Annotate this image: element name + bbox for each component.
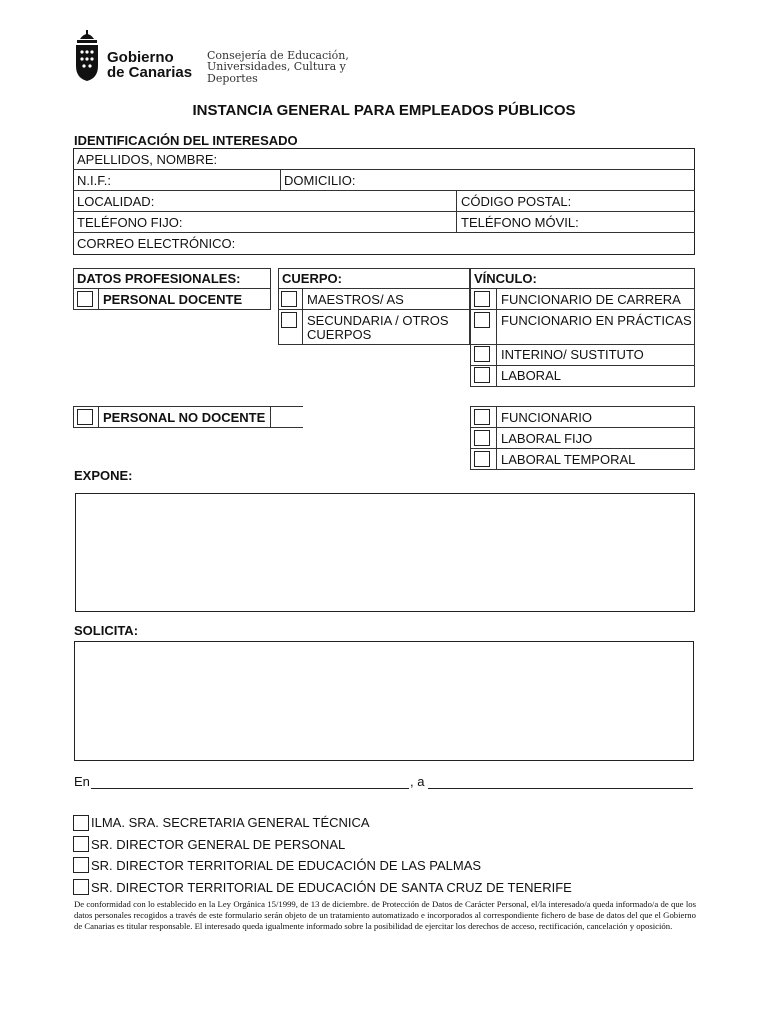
funcionario-practicas-label: FUNCIONARIO EN PRÁCTICAS: [501, 313, 692, 328]
vinculo-label: VÍNCULO:: [474, 271, 537, 286]
fecha-a-label: , a: [410, 774, 425, 789]
interino-label: INTERINO/ SUSTITUTO: [501, 347, 644, 362]
funcionario-carrera-label: FUNCIONARIO DE CARRERA: [501, 292, 681, 307]
laboral-temporal-label: LABORAL TEMPORAL: [501, 452, 636, 467]
destinatario-checkbox-1[interactable]: [73, 815, 89, 831]
destinatario-label-4: SR. DIRECTOR TERRITORIAL DE EDUCACIÓN DE SANTA CRUZ DE TENERIFE: [91, 880, 572, 895]
domicilio-field[interactable]: DOMICILIO:: [284, 173, 356, 188]
solicita-textarea[interactable]: [74, 641, 694, 761]
dept-name-line2: Universidades, Cultura y Deportes: [207, 60, 346, 85]
expone-label: EXPONE:: [74, 468, 133, 483]
telefono-fijo-field[interactable]: TELÉFONO FIJO:: [77, 215, 183, 230]
canarias-coat-of-arms-logo: [74, 30, 100, 82]
funcionario-label: FUNCIONARIO: [501, 410, 592, 425]
fecha-input-line[interactable]: [428, 788, 693, 789]
page-title: INSTANCIA GENERAL PARA EMPLEADOS PÚBLICOS: [192, 102, 576, 119]
destinatario-label-3: SR. DIRECTOR TERRITORIAL DE EDUCACIÓN DE LAS PALMAS: [91, 858, 482, 873]
personal-docente-label: PERSONAL DOCENTE: [103, 292, 243, 307]
maestros-checkbox[interactable]: [281, 291, 297, 307]
funcionario-practicas-checkbox[interactable]: [474, 312, 490, 328]
apellidos-field[interactable]: APELLIDOS, NOMBRE:: [77, 152, 218, 167]
destinatario-label-2: SR. DIRECTOR GENERAL DE PERSONAL: [91, 837, 346, 852]
interino-checkbox[interactable]: [474, 346, 490, 362]
correo-field[interactable]: CORREO ELECTRÓNICO:: [77, 236, 236, 251]
laboral-checkbox[interactable]: [474, 367, 490, 383]
laboral-fijo-label: LABORAL FIJO: [501, 431, 593, 446]
laboral-temporal-checkbox[interactable]: [474, 451, 490, 467]
dept-name-line1: Consejería de Educación,: [207, 49, 349, 62]
header: [74, 30, 374, 86]
laboral-label: LABORAL: [501, 368, 561, 383]
laboral-fijo-checkbox[interactable]: [474, 430, 490, 446]
secundaria-label-line2: CUERPOS: [307, 327, 372, 342]
lugar-input-line[interactable]: [91, 788, 409, 789]
funcionario-carrera-checkbox[interactable]: [474, 291, 490, 307]
maestros-label: MAESTROS/ AS: [307, 292, 404, 307]
org-name-line1: Gobierno: [107, 49, 174, 66]
solicita-label: SOLICITA:: [74, 623, 139, 638]
secundaria-checkbox[interactable]: [281, 312, 297, 328]
personal-docente-checkbox[interactable]: [77, 291, 93, 307]
personal-no-docente-checkbox[interactable]: [77, 409, 93, 425]
legal-notice: De conformidad con lo establecido en la Ley Orgánica 15/1999, de 13 de diciembre. de Protección de Datos de Carácter Personal, el/la interesado/a queda informado/a de que los datos personales recogidos a través de este formulario serán objeto de un tratamiento automatizado e incorporados al correspondiente fichero de base de datos del que el Gobierno de Canarias es titular responsable. El interesado queda igualmente informado sobre la posibilidad de ejercitar los derechos de acceso, rectificación, cancelación y oposición.: [74, 899, 696, 931]
org-name-line2: de Canarias: [107, 64, 193, 81]
destinatario-label-1: ILMA. SRA. SECRETARIA GENERAL TÉCNICA: [91, 815, 370, 830]
localidad-field[interactable]: LOCALIDAD:: [77, 194, 155, 209]
secundaria-label-line1: SECUNDARIA / OTROS: [307, 313, 449, 328]
funcionario-checkbox[interactable]: [474, 409, 490, 425]
cuerpo-label: CUERPO:: [282, 271, 342, 286]
destinatario-checkbox-3[interactable]: [73, 857, 89, 873]
codigo-postal-field[interactable]: CÓDIGO POSTAL:: [461, 194, 572, 209]
nif-field[interactable]: N.I.F.:: [77, 173, 111, 188]
destinatario-checkbox-2[interactable]: [73, 836, 89, 852]
en-label: En: [74, 774, 90, 789]
expone-textarea[interactable]: [75, 493, 695, 612]
datos-profesionales-label: DATOS PROFESIONALES:: [77, 271, 241, 286]
telefono-movil-field[interactable]: TELÉFONO MÓVIL:: [461, 215, 579, 230]
identificacion-heading: IDENTIFICACIÓN DEL INTERESADO: [74, 133, 298, 148]
personal-no-docente-label: PERSONAL NO DOCENTE: [103, 410, 266, 425]
destinatario-checkbox-4[interactable]: [73, 879, 89, 895]
